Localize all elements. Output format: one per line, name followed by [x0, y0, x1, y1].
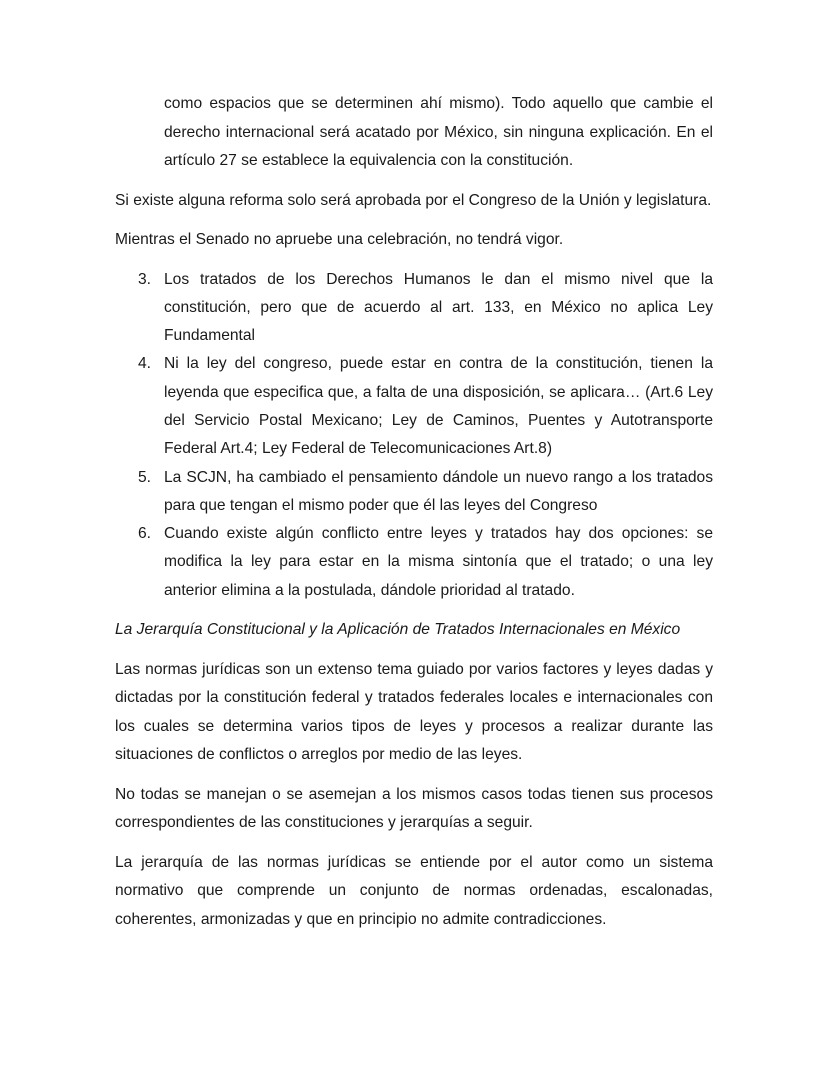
list-item-number: 6. [138, 525, 152, 543]
list-item [115, 464, 713, 521]
list-item [115, 520, 713, 605]
list-item-text: Ni la ley del congreso, puede estar en contra de la constitución, tienen la leyenda que especifica que, a falta de una disposición, se aplicara… (Art.6 Ley del Servicio Postal Mexicano; Ley de Caminos, Puentes y Autotransporte Federal Art.4; Ley Federal de Telecomunicaciones Art.8) [164, 355, 713, 458]
numbered-list [115, 266, 713, 606]
list-item [115, 266, 713, 351]
list-item-number: 3. [138, 270, 152, 288]
list-item-text: Cuando existe algún conflicto entre leyes y tratados hay dos opciones: se modifica la ley para estar en la misma sintonía que el tratado; o una ley anterior elimina a la postulada, dándole prioridad al tratado. [164, 525, 713, 599]
list-item [115, 350, 713, 463]
document-page [115, 90, 713, 945]
continuation-paragraph: como espacios que se determinen ahí mismo). Todo aquello que cambie el derecho internacional será acatado por México, sin ninguna explicación. En el artículo 27 se establece la equivalencia con la constitución. [164, 95, 713, 169]
list-item-number: 4. [138, 355, 152, 373]
paragraph-no-todas: No todas se manejan o se asemejan a los mismos casos todas tienen sus procesos correspondientes de las constituciones y jerarquías a seguir. [115, 785, 713, 832]
list-item-number: 5. [138, 468, 152, 486]
paragraph-normas: Las normas jurídicas son un extenso tema guiado por varios factores y leyes dadas y dictadas por la constitución federal y tratados federales locales e internacionales con los cuales se determina varios tipos de leyes y procesos a realizar durante las situaciones de conflictos o arreglos por medio de las leyes. [115, 660, 713, 764]
paragraph-senado: Mientras el Senado no apruebe una celebración, no tendrá vigor. [115, 231, 564, 248]
paragraph-reforma: Si existe alguna reforma solo será aprobada por el Congreso de la Unión y legislatura. [115, 191, 712, 209]
list-item-text: Los tratados de los Derechos Humanos le dan el mismo nivel que la constitución, pero que de acuerdo al art. 133, en México no aplica Ley Fundamental [164, 270, 713, 345]
paragraph-jerarquia: La jerarquía de las normas jurídicas se entiende por el autor como un sistema normativo que comprende un conjunto de normas ordenadas, escalonadas, coherentes, armonizadas y que en principio no admite contradicciones. [115, 853, 713, 928]
list-item-text: La SCJN, ha cambiado el pensamiento dándole un nuevo rango a los tratados para que tengan el mismo poder que él las leyes del Congreso [164, 468, 713, 514]
section-heading: La Jerarquía Constitucional y la Aplicación de Tratados Internacionales en México [115, 621, 681, 639]
